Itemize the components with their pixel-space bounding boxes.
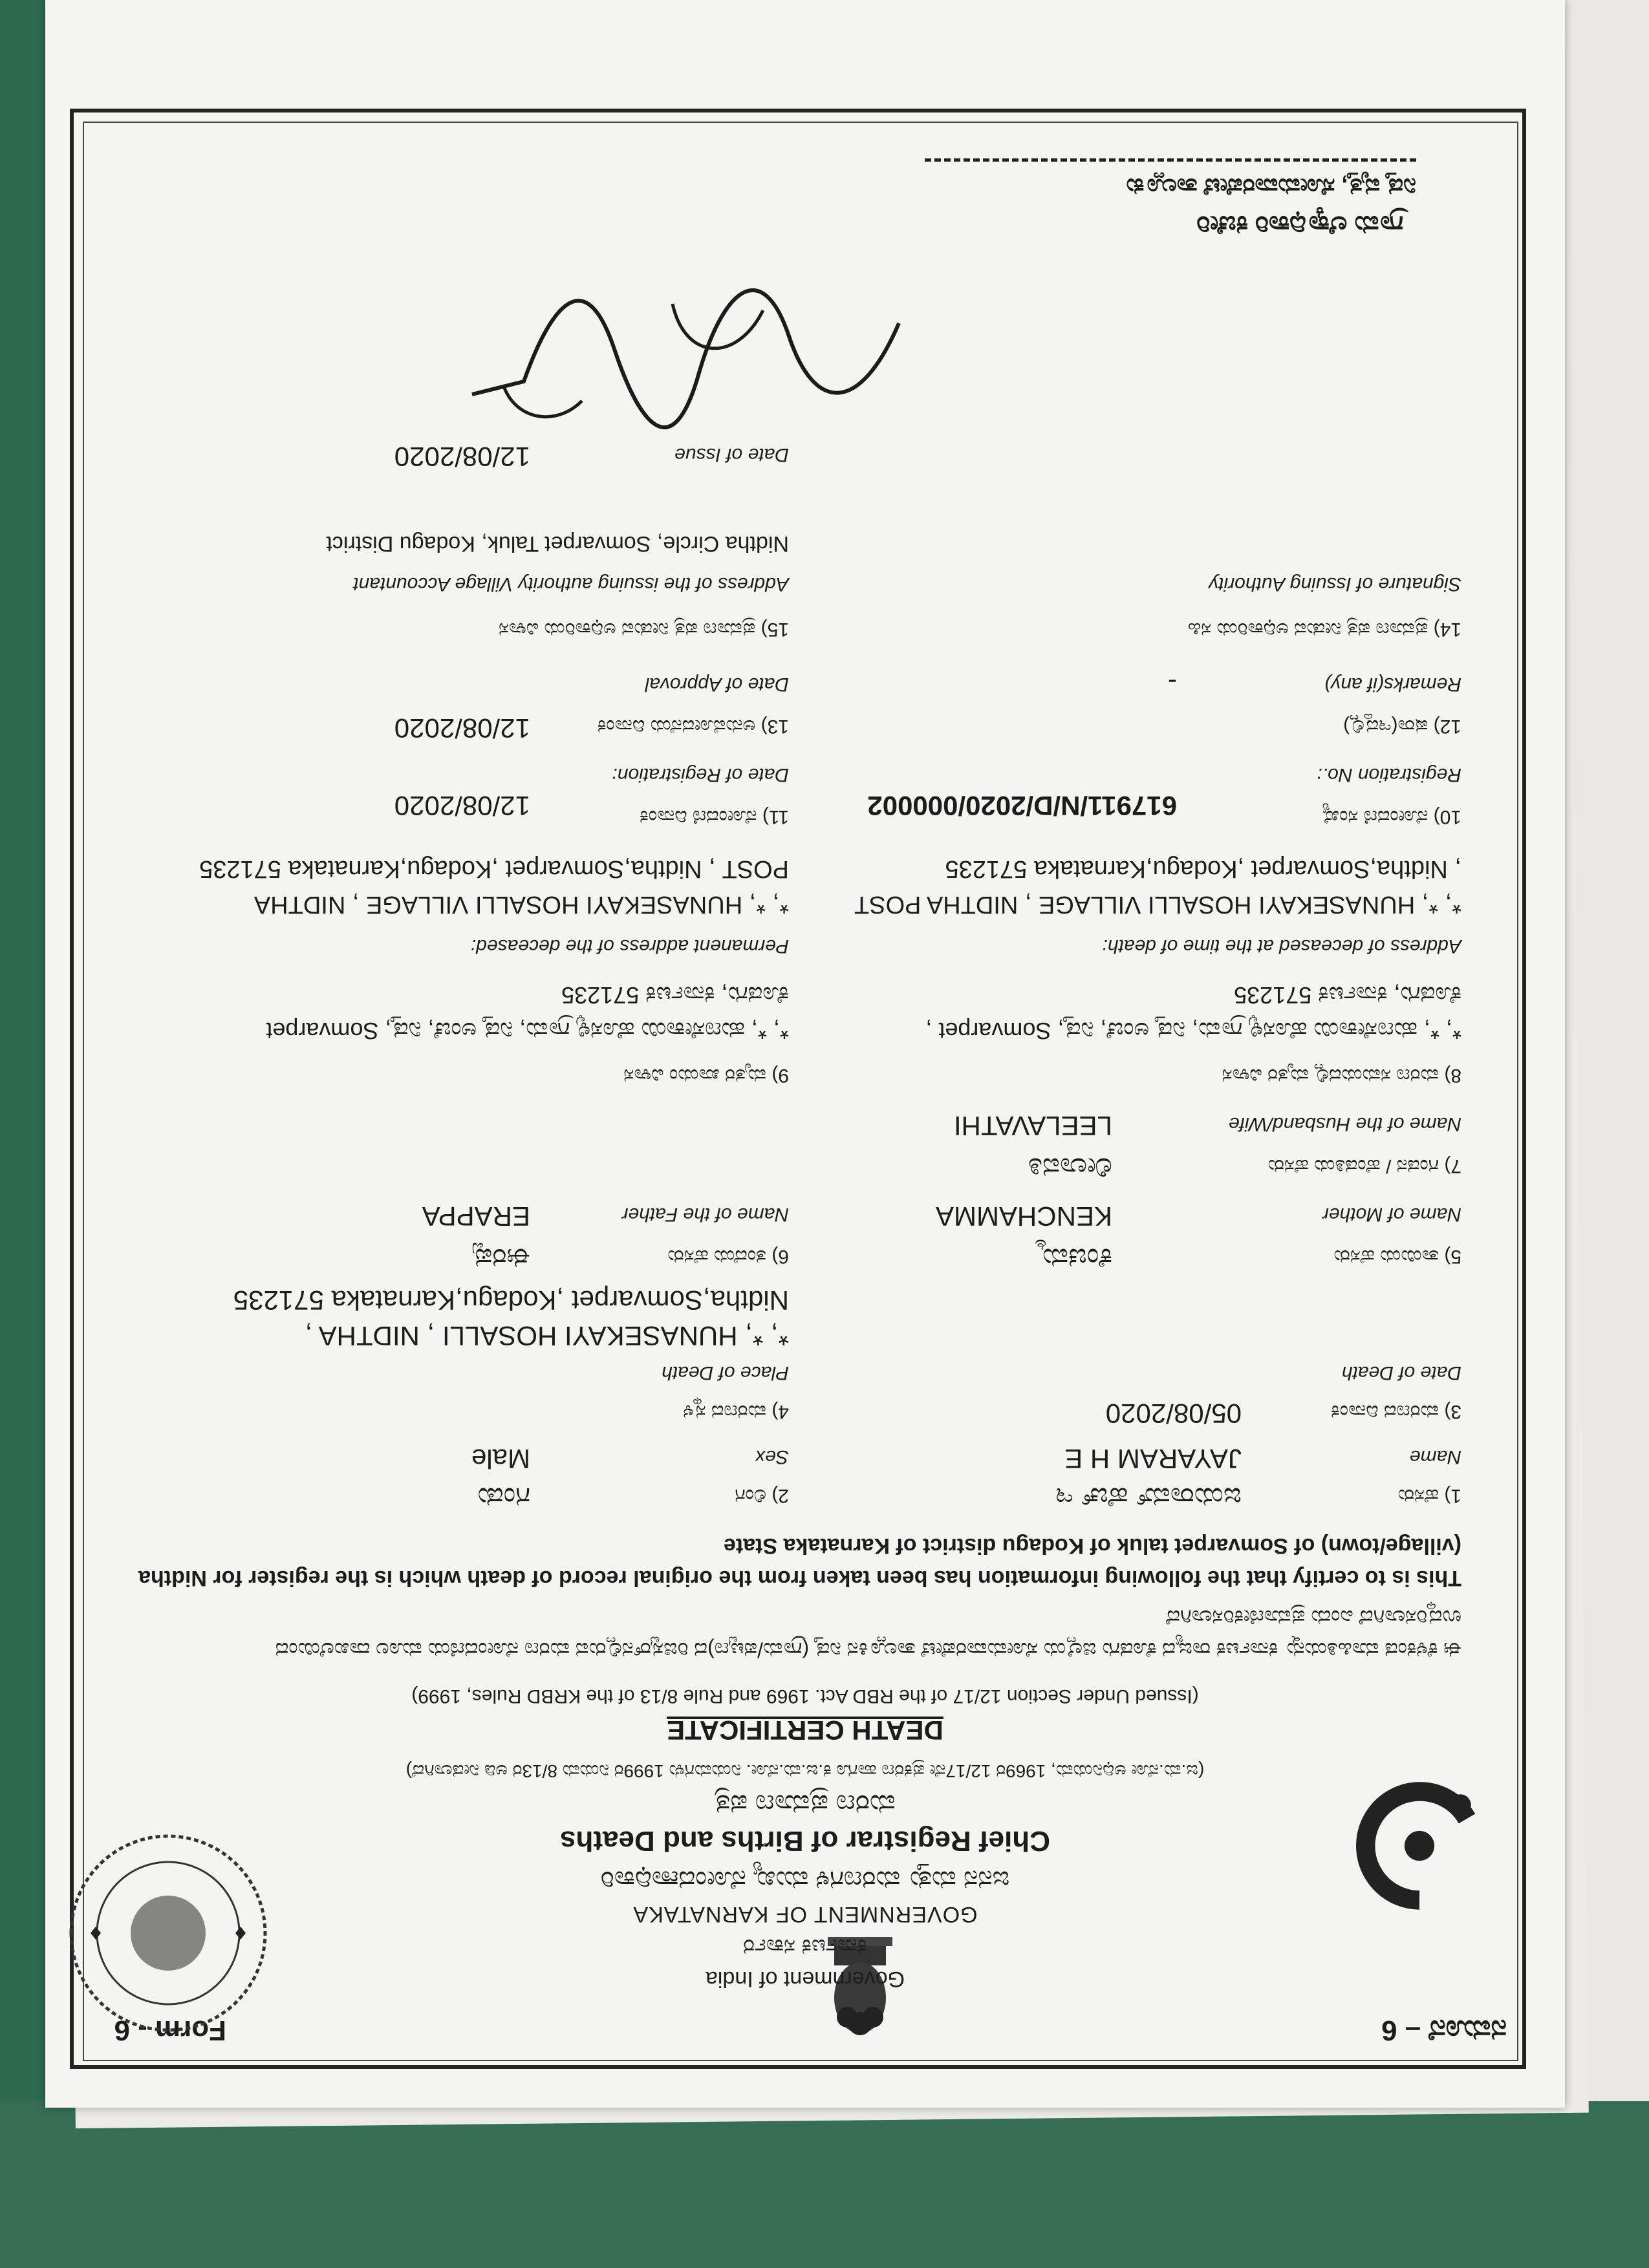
remarks-value: - (1168, 668, 1177, 698)
official-seal-icon (65, 1830, 272, 2037)
addr-death-value-kn: *, *, ಹುಣಸೇಕಾಯಿ ಹೊಸಳ್ಳಿ ಗ್ರಾಮ, ನಿಡ್ತ ಅಂಚೆ, ನಿಡ್ತ, Somvarpet , (925, 1018, 1461, 1044)
govt-of-karnataka-kn: ಕರ್ನಾಟಕ ಸರ್ಕಾರ (743, 1934, 867, 1959)
officer-signature-icon (453, 259, 918, 453)
issued-under-text: (Issued Under Section 12/17 of the RBD Act. 1969 and Rule 8/13 of the KRBD Rules, 1999) (411, 1685, 1199, 1707)
act-reference-kn: (ಜ.ಮ.ನೋ ಅಧಿನಿಯಮ, 1969ರ 12/17ನೇ ಪ್ರಕರಣ ಹಾಗೂ ಕ.ಜ.ಮ.ನೋ. ನಿಯಮಗಳು 1999ರ ನಿಯಮ 8/13ರ ಅಡಿ ನೀಡಲಾಗಿದೆ) (405, 1761, 1205, 1781)
name-value-kn: ಜಯರಾಮ್ ಹೆಚ್ ಇ (1055, 1482, 1242, 1513)
mother-value-kn: ಕೆಂಚಮ್ಮ (1039, 1243, 1112, 1274)
spouse-label: Name of the Husband/Wife (1229, 1113, 1461, 1135)
form-number: Form - 6 (114, 2015, 226, 2046)
perm-value-kn: ಕೊಡಗು, ಕರ್ನಾಟಕ 571235 (561, 982, 789, 1009)
certificate-title-kn: ಮರಣ ಪ್ರಮಾಣ ಪತ್ರ (715, 1790, 896, 1820)
addr-death-value-kn: ಕೊಡಗು, ಕರ್ನಾಟಕ 571235 (1234, 982, 1461, 1009)
approval-label-kn: 13) ಅನುಮೋದನೆಯ ದಿನಾಂಕ (597, 716, 789, 737)
sex-label: Sex (755, 1446, 789, 1468)
issuer-address-label: Address of the issuing authority Village Accountant (353, 573, 789, 595)
addr-death-label: Address of deceased at the time of death: (1102, 936, 1461, 957)
chief-registrar-kn: ಜನನ ಮತ್ತು ಮರಣಗಳ ಮುಖ್ಯ ನೋಂದಣಾಧಿಕಾರಿ (600, 1866, 1010, 1894)
addr-death-value: , Nidtha,Somvarpet ,Kodagu,Karnataka 571235 (945, 855, 1461, 883)
dod-value: 05/08/2020 (1105, 1398, 1242, 1429)
name-value: JAYARAM H E (1064, 1444, 1242, 1474)
govt-of-india: Government of India (705, 1967, 905, 1991)
signature-label-kn: 14) ಪ್ರಮಾಣ ಪತ್ರ ನೀಡುವ ಅಧಿಕಾರಿಯ ಸಹಿ (1187, 619, 1461, 640)
sex-value-kn: ಗಂಡು (477, 1482, 530, 1513)
certify-text-kn: ಉದ್ಧರಿಸಲಾಗಿದೆ ಎಂದು ಪ್ರಮಾಣೀಕರಿಸಲಾಗಿದೆ (1166, 1606, 1461, 1629)
govt-of-karnataka: GOVERNMENT OF KARNATAKA (632, 1902, 978, 1927)
issue-date-value: 12/08/2020 (394, 442, 530, 472)
approval-label: Date of Approval (645, 674, 789, 695)
certificate-sheet (45, 0, 1565, 2108)
spouse-value: LEELAVATHI (953, 1111, 1112, 1141)
regdate-label-kn: 11) ನೋಂದಣಿ ದಿನಾಂಕ (640, 806, 789, 828)
perm-label-kn: 9) ಮೃತರ ಖಾಯಂ ವಿಳಾಸ (623, 1065, 789, 1086)
sex-value: Male (471, 1444, 530, 1474)
stamp-underline (925, 158, 1416, 162)
certify-text-kn: ಈ ಕೆಳಕಂಡ ಮಾಹಿತಿಯನ್ನು ಕರ್ನಾಟಕ ರಾಜ್ಯದ ಕೊಡಗು ಜಿಲ್ಲೆಯ ಸೋಮವಾರಪೇಟೆ ತಾಲ್ಲೂಕಿನ ನಿಡ್ತ (ಗ್ರಾಮ/ಪಟ್ಟಣ)ದ ರಿಜಿಸ್ಟರ್‌ನಲ್ಲಿರುವ ಮರಣ ನೋಂದಣಿಯ ಮೂಲ ದಾಖಲೆಯಿಂದ (275, 1638, 1461, 1662)
pod-value: *, *, HUNASEKAYI HOSALLI , NIDTHA , (305, 1321, 789, 1351)
spouse-label-kn: 7) ಗಂಡನ / ಹೆಂಡತಿಯ ಹೆಸರು (1267, 1155, 1461, 1177)
pod-value: Nidtha,Somvarpet ,Kodagu,Karnataka 571235 (233, 1285, 789, 1316)
office-stamp-text: ಗ್ರಾಮ ಲೆಕ್ಕಾಧಿಕಾರಿ ಕಚೇರಿ (1196, 211, 1403, 239)
perm-label: Permanent address of the deceased: (471, 936, 789, 957)
regdate-value: 12/08/2020 (394, 791, 530, 821)
perm-value-kn: *, *, ಹುಣಸೇಕಾಯಿ ಹೊಸಳ್ಳಿ ಗ್ರಾಮ, ನಿಡ್ತ ಅಂಚೆ, ನಿಡ್ತ, Somvarpet (266, 1018, 789, 1044)
regno-value: 617911/N/D/2020/000002 (867, 791, 1177, 821)
certify-text: (village/town) of Somvarpet taluk of Kodagu district of Karnataka State (723, 1534, 1461, 1558)
father-value: ERAPPA (422, 1201, 530, 1232)
mother-label: Name of Mother (1322, 1204, 1461, 1225)
perm-value: *, *, HUNASEKAYI HOSALLI VILLAGE , NIDTHA (253, 891, 789, 918)
mother-label-kn: 5) ತಾಯಿಯ ಹೆಸರು (1333, 1246, 1461, 1267)
addr-death-value: *, *, HUNASEKAYI HOSALLI VILLAGE , NIDTHA POST (854, 891, 1461, 918)
regno-label: Registration No.: (1317, 764, 1461, 786)
remarks-label: Remarks(if any) (1324, 674, 1461, 695)
addr-death-label-kn: 8) ಮರಣ ಸಮಯದಲ್ಲಿ ಮೃತರ ವಿಳಾಸ (1222, 1065, 1461, 1086)
certify-text: This is to certify that the following information has been taken from the original record of death which is the register for Nidtha (138, 1566, 1461, 1590)
form-number-kn: ನಮೂನೆ – 6 (1381, 2015, 1507, 2046)
dod-label-kn: 3) ಮರಣದ ದಿನಾಂಕ (1331, 1401, 1461, 1422)
father-label-kn: 6) ತಂದೆಯ ಹೆಸರು (667, 1246, 789, 1267)
issue-date-label: Date of Issue (674, 444, 789, 465)
issuer-address-value: Nidtha Circle, Somvarpet Taluk, Kodagu District (326, 531, 789, 556)
certificate-page (45, 0, 1565, 2108)
father-label: Name of the Father (621, 1204, 789, 1225)
perm-value: POST , Nidtha,Somvarpet ,Kodagu,Karnataka 571235 (199, 855, 789, 883)
remarks-label-kn: 12) ಷರಾ(ಇದ್ದಲ್ಲಿ) (1343, 716, 1461, 737)
certificate-title: DEATH CERTIFICATE (667, 1715, 943, 1746)
chief-registrar: Chief Registrar of Births and Deaths (560, 1825, 1050, 1857)
issuer-address-label-kn: 15) ಪ್ರಮಾಣ ಪತ್ರ ನೀಡುವ ಅಧಿಕಾರಿಯ ವಿಳಾಸ (499, 619, 789, 640)
sex-label-kn: 2) ಲಿಂಗ (735, 1485, 789, 1506)
dod-label: Date of Death (1341, 1362, 1461, 1384)
name-label-kn: 1) ಹೆಸರು (1397, 1485, 1461, 1506)
pod-label-kn: 4) ಮರಣದ ಸ್ಥಳ (683, 1401, 789, 1422)
mother-value: KENCHAMMA (935, 1201, 1112, 1232)
signature-label: Signature of Issuing Authority (1209, 573, 1461, 595)
name-label: Name (1409, 1446, 1461, 1468)
office-stamp-text: ನಿಡ್ತ ವೃತ್ತ, ಸೋಮವಾರಪೇಟೆ ತಾಲ್ಲೂಕು (1126, 174, 1416, 200)
regno-label-kn: 10) ನೋಂದಣಿ ಸಂಖ್ಯೆ (1322, 806, 1461, 828)
approval-value: 12/08/2020 (394, 713, 530, 744)
spouse-value-kn: ಲೀಲಾವತಿ (1028, 1153, 1112, 1183)
father-value-kn: ಈರಪ್ಪ (473, 1243, 530, 1274)
pod-label: Place of Death (662, 1362, 789, 1384)
regdate-label: Date of Registration: (612, 764, 789, 786)
